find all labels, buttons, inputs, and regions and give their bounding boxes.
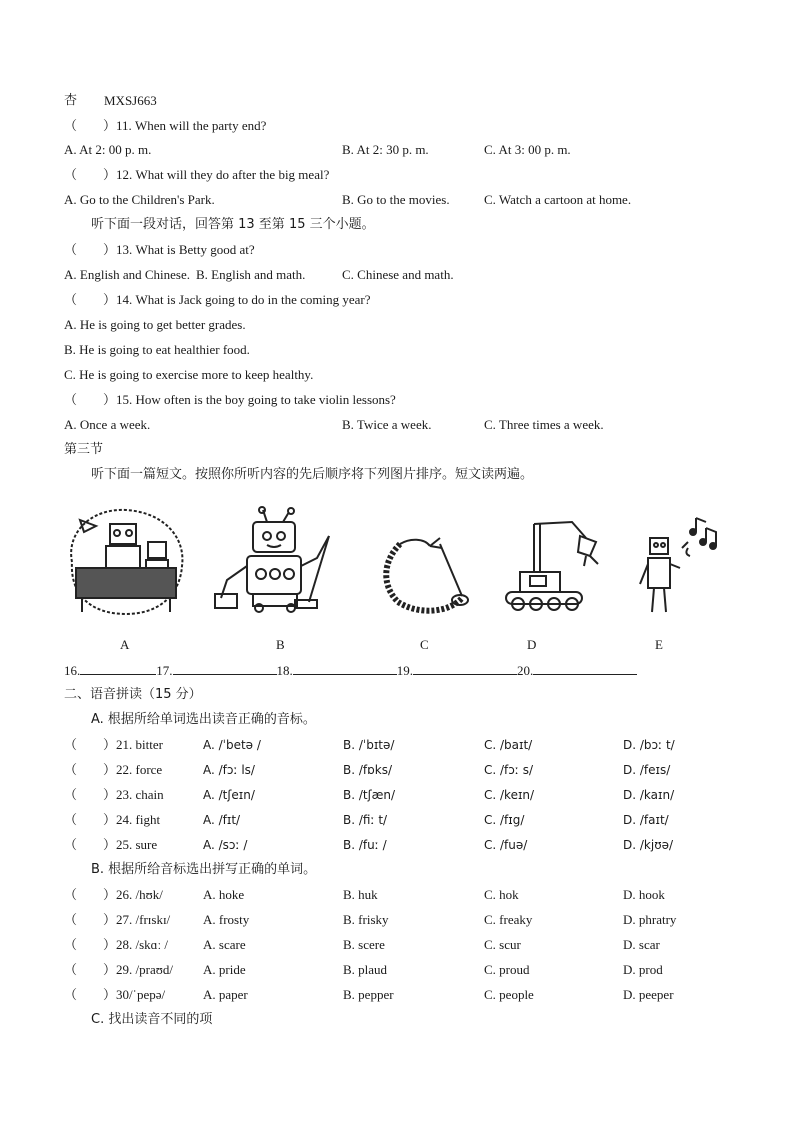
q14-stem: （ ）14. What is Jack going to do in the coming year? <box>64 292 371 307</box>
picture-b-label: B <box>276 637 285 652</box>
blank-19[interactable] <box>413 662 517 675</box>
q24-option-c: C. /fɪg/ <box>484 813 525 827</box>
q14-option-a: A. He is going to get better grades. <box>64 317 246 332</box>
q15-option-c: C. Three times a week. <box>484 417 604 432</box>
section-3-title: 第三节 <box>64 442 104 457</box>
part-b-title: B. 根据所给音标选出拼写正确的单词。 <box>91 862 317 877</box>
q30-option-d: D. peeper <box>623 987 674 1002</box>
q15-stem: （ ）15. How often is the boy going to take violin lessons? <box>64 392 396 407</box>
blank-20-number: 20. <box>517 663 534 678</box>
q25-option-a: A. /sɔː / <box>203 838 248 852</box>
part-a-title: A. 根据所给单词选出读音正确的音标。 <box>91 712 316 727</box>
q13-option-b: B. English and math. <box>196 267 306 282</box>
q24-option-d: D. /faɪt/ <box>623 813 669 827</box>
q22-option-c: C. /fɔː s/ <box>484 763 534 777</box>
part-2-title: 二、语音拼读（15 分） <box>64 687 202 702</box>
q12-option-c: C. Watch a cartoon at home. <box>484 192 632 207</box>
q28-option-c: C. scur <box>484 937 521 952</box>
blank-20[interactable] <box>533 662 637 675</box>
q27-option-a: A. frosty <box>203 912 250 927</box>
q21-option-d: D. /bɔː t/ <box>623 738 675 752</box>
instruction-13-15: 听下面一段对话，回答第 13 至第 15 三个小题。 <box>91 217 375 232</box>
q22-option-d: D. /feɪs/ <box>623 763 671 777</box>
picture-a-robots-at-table-illustration <box>62 502 190 620</box>
q24-option-b: B. /fiː t/ <box>343 813 388 827</box>
q11-option-b: B. At 2: 30 p. m. <box>342 142 429 157</box>
q14-option-c: C. He is going to exercise more to keep healthy. <box>64 367 314 382</box>
q13-stem: （ ）13. What is Betty good at? <box>64 242 255 257</box>
q21-option-a: A. /ˈbetə / <box>203 738 261 752</box>
q29-option-a: A. pride <box>203 962 246 977</box>
q23-option-b: B. /tʃæn/ <box>343 788 396 802</box>
header-mark: 杏 <box>64 93 78 108</box>
q13-option-a: A. English and Chinese. <box>64 267 191 282</box>
q25-option-d: D. /kjʊə/ <box>623 838 674 852</box>
blank-17[interactable] <box>173 662 277 675</box>
q11-option-a: A. At 2: 00 p. m. <box>64 142 152 157</box>
answer-blanks-row <box>64 662 637 679</box>
q13-option-c: C. Chinese and math. <box>342 267 454 282</box>
q27-option-d: D. phratry <box>623 912 677 927</box>
q27-stem: （ ）27. /frɪskɪ/ <box>64 912 171 927</box>
blank-18[interactable] <box>293 662 397 675</box>
q30-stem: （ ）30/ˈpepə/ <box>64 987 166 1002</box>
instruction-pictures: 听下面一篇短文。按照你所听内容的先后顺序将下列图片排序。短文读两遍。 <box>91 467 534 482</box>
picture-a-label: A <box>120 637 130 652</box>
picture-c-label: C <box>420 637 429 652</box>
q28-option-a: A. scare <box>203 937 246 952</box>
blank-18-number: 18. <box>276 663 293 678</box>
blank-17-number: 17. <box>156 663 173 678</box>
q30-option-b: B. pepper <box>343 987 394 1002</box>
q29-option-b: B. plaud <box>343 962 388 977</box>
blank-16-number: 16. <box>64 663 81 678</box>
q14-option-b: B. He is going to eat healthier food. <box>64 342 250 357</box>
q22-option-a: A. /fɔː ls/ <box>203 763 255 777</box>
q24-stem: （ ）24. fight <box>64 812 161 827</box>
q30-option-a: A. paper <box>203 987 248 1002</box>
blank-19-number: 19. <box>396 663 413 678</box>
q26-option-d: D. hook <box>623 887 665 902</box>
q25-option-b: B. /fuː / <box>343 838 387 852</box>
q26-option-a: A. hoke <box>203 887 245 902</box>
picture-d-crane-robot-illustration <box>490 512 606 616</box>
doc-code: MXSJ663 <box>104 93 157 108</box>
q15-option-a: A. Once a week. <box>64 417 151 432</box>
q11-option-c: C. At 3: 00 p. m. <box>484 142 571 157</box>
q25-stem: （ ）25. sure <box>64 837 158 852</box>
picture-b-cleaning-robot-illustration <box>213 506 335 614</box>
q26-option-c: C. hok <box>484 887 519 902</box>
q12-stem: （ ）12. What will they do after the big meal? <box>64 167 330 182</box>
picture-e-label: E <box>655 637 663 652</box>
q21-stem: （ ）21. bitter <box>64 737 163 752</box>
q23-stem: （ ）23. chain <box>64 787 164 802</box>
part-c-title: C. 找出读音不同的项 <box>91 1012 213 1027</box>
q29-option-d: D. prod <box>623 962 663 977</box>
q26-option-b: B. huk <box>343 887 378 902</box>
picture-d-label: D <box>527 637 537 652</box>
picture-e-singing-robot-illustration <box>632 508 724 618</box>
q25-option-c: C. /fuə/ <box>484 838 528 852</box>
q24-option-a: A. /fɪt/ <box>203 813 241 827</box>
q28-option-d: D. scar <box>623 937 660 952</box>
q27-option-b: B. frisky <box>343 912 389 927</box>
picture-c-robot-arm-illustration <box>380 532 472 614</box>
q21-option-c: C. /baɪt/ <box>484 738 533 752</box>
q23-option-a: A. /tʃeɪn/ <box>203 788 255 802</box>
q23-option-c: C. /keɪn/ <box>484 788 535 802</box>
blank-16[interactable] <box>80 662 156 675</box>
q29-stem: （ ）29. /praʊd/ <box>64 962 173 977</box>
q12-option-b: B. Go to the movies. <box>342 192 450 207</box>
q28-option-b: B. scere <box>343 937 385 952</box>
q27-option-c: C. freaky <box>484 912 533 927</box>
q12-option-a: A. Go to the Children's Park. <box>64 192 215 207</box>
q15-option-b: B. Twice a week. <box>342 417 432 432</box>
q21-option-b: B. /ˈbɪtə/ <box>343 738 395 752</box>
q22-option-b: B. /fɒks/ <box>343 763 392 777</box>
q26-stem: （ ）26. /hʊk/ <box>64 887 163 902</box>
q23-option-d: D. /kaɪn/ <box>623 788 675 802</box>
q22-stem: （ ）22. force <box>64 762 163 777</box>
q30-option-c: C. people <box>484 987 534 1002</box>
q29-option-c: C. proud <box>484 962 530 977</box>
q28-stem: （ ）28. /skɑː / <box>64 937 168 952</box>
q11-stem: （ ）11. When will the party end? <box>64 118 267 133</box>
